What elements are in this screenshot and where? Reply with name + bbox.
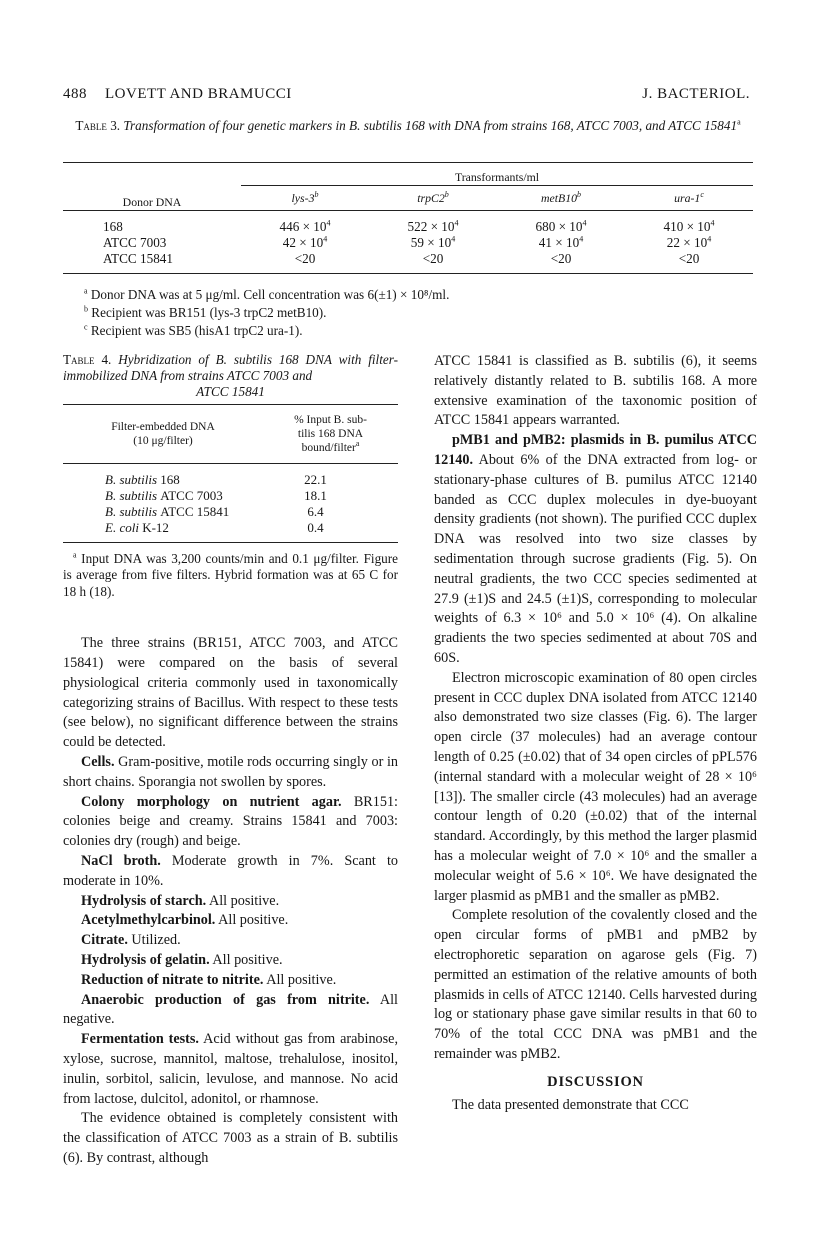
table4 [63, 404, 398, 543]
donor-dna-header: Donor DNA [122, 195, 182, 209]
table3-title: Transformation of four genetic markers in B. subtilis 168 with DNA from strains 168, ATCC 7003, and ATCC 15841 [123, 118, 738, 133]
paragraph: pMB1 and pMB2: plasmids in B. pumilus ATCC 12140. About 6% of the DNA extracted from log- or stationary-phase cultures of B. pumilus ATCC 12140 banded as CCC duplex molecules in dye-buoyant density gradients (not shown). The purified CCC duplex DNA was resolved into two size classes by sedimentation through sucrose gradients (Fig. 5). On neutral gradients, the two CCC species sedimented at 27.9 (±1)S and 24.5 (±1)S, corresponding to molecular weights of 6.3 × 10⁶ and 5.0 × 10⁶ (4). On alkaline gradients the two species sedimented at about 70S and 60S. [434, 432, 757, 666]
paragraph: Anaerobic production of gas from nitrite. All negative. [63, 991, 398, 1028]
col-ura1: ura-1$^c$ [625, 186, 753, 211]
table-row: B. subtilis ATCC 7003 18.1 [105, 488, 327, 503]
table-row: B. subtilis ATCC 15841 6.4 [105, 504, 324, 519]
page-number: 488 [63, 86, 87, 102]
transformants-header: Transformants/ml [454, 170, 540, 184]
input-bound-header: % Input B. sub- tilis 168 DNA bound/filter$^a$ [294, 414, 367, 454]
table3-title-sup: a [737, 117, 741, 127]
paragraph: Fermentation tests. Acid without gas from arabinose, xylose, sucrose, mannitol, maltose, trehalulose, inositol, inulin, sorbitol, salicin, levulose, and mannose. No acid from lactose, dulcitol, adonitol, or rhamnose. [63, 1031, 399, 1107]
paragraph: The data presented demonstrate that CCC [452, 1097, 689, 1114]
journal-name: J. BACTERIOL. [642, 86, 750, 102]
paragraph: Citrate. Utilized. [81, 932, 181, 949]
table3-caption [63, 118, 753, 134]
table-row: ATCC 15841 <20 <20 <20 <20 [103, 251, 700, 266]
running-header [63, 86, 292, 103]
paragraph: ATCC 15841 is classified as B. subtilis (6), it seems relatively distantly related to B. subtilis 168. A more extensive examination of the taxonomic position of ATCC 15841 appears warranted. [434, 353, 757, 429]
table3 [63, 162, 753, 274]
paragraph: Electron microscopic examination of 80 open circles present in CCC duplex DNA isolated from ATCC 12140 also demonstrated two size classes (Fig. 6). The larger open circle (37 molecules) had an average contour length of 0.25 (±0.02) that of 34 open circles of pPL576 (internal standard with a molecular weight of 28 × 10⁶ [13]). The smaller circle (43 molecules) had an average contour length of 0.20 (±0.02) that of the internal standard. Accordingly, by this method the larger plasmid has a molecular weight of 7.0 × 10⁶ and the smaller a molecular weight of 5.6 × 10⁶. We have designated the larger plasmid as pMB1 and the smaller as pMB2. [434, 669, 757, 904]
running-authors: LOVETT AND BRAMUCCI [105, 86, 292, 102]
section-heading-discussion: DISCUSSION [547, 1073, 644, 1090]
col-lys3: lys-3$^b$ [241, 186, 369, 211]
paragraph: Complete resolution of the covalently closed and the open circular forms of pMB1 and pMB2 by electrophoretic separation on agarose gels (Fig. 7) permitted an estimation of the relative amounts of both plasmids in cells of ATCC 12140. Cells harvested during log or stationary phase gave similar results in that 60 to 70% of the total CCC DNA was pMB1 and the remainder was pMB2. [434, 907, 757, 1062]
paragraph: Cells. Gram-positive, motile rods occurring singly or in short chains. Sporangia not swollen by spores. [63, 754, 399, 790]
filter-dna-header: Filter-embedded DNA (10 μg/filter) [111, 421, 215, 447]
right-column [434, 352, 757, 1116]
table4-caption: Table 4. Hybridization of B. subtilis 168 DNA with filter-immobilized DNA from strains ATCC 7003 and ATCC 15841 [63, 352, 398, 399]
table-row: 168 $446 \times 10^4$ $522 \times 10^4$ $680 \times 10^4$ $410 \times 10^4$ [103, 218, 715, 234]
paragraph: The three strains (BR151, ATCC 7003, and ATCC 15841) were compared on the basis of several physiological criteria commonly used in taxonomically categorizing strains of Bacillus. With respect to these tests (see below), no significant difference between the strains could be detected. [63, 635, 398, 751]
table3-footnotes [84, 286, 449, 340]
table-row: E. coli K-12 0.4 [105, 520, 324, 535]
paragraph: Reduction of nitrate to nitrite. All positive. [81, 971, 337, 988]
paragraph: Hydrolysis of gelatin. All positive. [81, 951, 283, 968]
col-trpc2: trpC2$^b$ [369, 186, 497, 211]
table-row: ATCC 7003 $42 \times 10^4$ $59 \times 10^4$ $41 \times 10^4$ $22 \times 10^4$ [103, 234, 712, 250]
footnote: $^c$ Recipient was SB5 (hisA1 trpC2 ura-1). [84, 322, 303, 338]
footnote: $^a$ Donor DNA was at 5 μg/ml. Cell concentration was 6(±1) × 10⁸/ml. [84, 286, 450, 302]
table4-footnote: $^a$ Input DNA was 3,200 counts/min and 0.1 μg/filter. Figure is average from five filters. Hybrid formation was at 65 C for 18 h (18). [63, 550, 398, 599]
paragraph: Hydrolysis of starch. All positive. [81, 892, 280, 909]
table-row: B. subtilis 168 22.1 [105, 472, 327, 487]
paragraph: NaCl broth. Moderate growth in 7%. Scant to moderate in 10%. [63, 852, 399, 889]
paragraph: Colony morphology on nutrient agar. BR151: colonies beige and creamy. Strains 15841 and 7003: colonies dry (rough) and beige. [63, 793, 398, 850]
paragraph: The evidence obtained is completely consistent with the classification of ATCC 7003 as a strain of B. subtilis (6). By contrast, although [63, 1110, 398, 1166]
left-column [63, 352, 398, 1169]
paragraph: Acetylmethylcarbinol. All positive. [81, 912, 289, 929]
footnote: $^b$ Recipient was BR151 (lys-3 trpC2 metB10). [84, 304, 327, 320]
col-metb10: metB10$^b$ [497, 186, 625, 211]
table3-label: Table 3. [75, 118, 121, 133]
